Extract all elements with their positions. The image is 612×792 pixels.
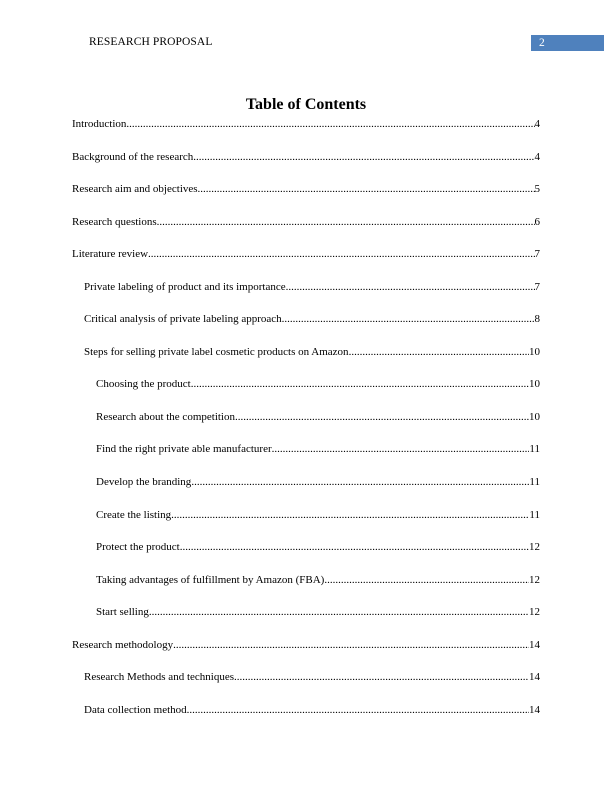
toc-dot-leader xyxy=(157,216,535,228)
toc-entry-introduction[interactable] xyxy=(72,118,540,151)
toc-entry-research-methods[interactable] xyxy=(72,671,540,704)
toc-entry-text: Create the listing xyxy=(96,508,172,521)
toc-entry-private-labeling-importance[interactable] xyxy=(72,281,540,314)
toc-dot-leader xyxy=(148,248,534,260)
toc-entry-page: 12 xyxy=(529,606,540,619)
toc-entry-page: 5 xyxy=(534,183,540,196)
toc-entry-page: 11 xyxy=(529,443,540,456)
toc-entry-text: Start selling xyxy=(96,606,149,619)
toc-entry-page: 11 xyxy=(529,476,540,489)
toc-dot-leader xyxy=(191,476,529,488)
toc-entry-text: Introduction xyxy=(72,118,127,130)
toc-entry-text: Literature review xyxy=(72,248,149,261)
toc-entry-text: Research Methods and techniques xyxy=(84,671,234,684)
page-number-badge xyxy=(531,35,604,51)
running-header-title: RESEARCH PROPOSAL xyxy=(89,36,213,48)
toc-dot-leader xyxy=(286,281,535,293)
toc-entry-create-listing[interactable] xyxy=(72,509,540,542)
toc-dot-leader xyxy=(180,541,529,553)
toc-entry-text: Protect the product xyxy=(96,541,180,554)
toc-entry-background[interactable] xyxy=(72,151,540,184)
toc-dot-leader xyxy=(198,183,535,195)
toc-entry-page: 14 xyxy=(529,671,540,684)
toc-dot-leader xyxy=(193,151,534,163)
toc-dot-leader xyxy=(171,509,529,521)
toc-entry-research-questions[interactable] xyxy=(72,216,540,249)
toc-entry-text: Find the right private able manufacturer xyxy=(96,443,272,456)
toc-entry-page: 14 xyxy=(529,703,540,716)
toc-entry-page: 4 xyxy=(534,118,540,130)
table-of-contents xyxy=(72,118,540,736)
toc-entry-text: Research methodology xyxy=(72,638,174,651)
toc-entry-protect-product[interactable] xyxy=(72,541,540,574)
toc-entry-text: Background of the research xyxy=(72,150,194,163)
toc-dot-leader xyxy=(349,346,529,358)
toc-entry-fba[interactable] xyxy=(72,574,540,607)
toc-entry-research-competition[interactable] xyxy=(72,411,540,444)
toc-entry-page: 14 xyxy=(529,638,540,651)
toc-dot-leader xyxy=(126,118,534,130)
toc-dot-leader xyxy=(235,411,529,423)
toc-entry-page: 10 xyxy=(529,378,540,391)
toc-entry-choosing-product[interactable] xyxy=(72,378,540,411)
toc-entry-page: 4 xyxy=(534,150,540,163)
toc-entry-text: Choosing the product xyxy=(96,378,191,391)
toc-entry-steps-selling[interactable] xyxy=(72,346,540,379)
toc-dot-leader xyxy=(234,671,529,683)
toc-entry-page: 11 xyxy=(529,508,540,521)
toc-entry-page: 7 xyxy=(534,248,540,261)
toc-entry-data-collection[interactable] xyxy=(72,704,540,737)
toc-dot-leader xyxy=(149,606,529,618)
toc-entry-aim-objectives[interactable] xyxy=(72,183,540,216)
toc-entry-page: 12 xyxy=(529,573,540,586)
toc-entry-text: Data collection method xyxy=(84,703,187,716)
toc-entry-page: 8 xyxy=(534,313,540,326)
toc-dot-leader xyxy=(272,443,530,455)
toc-dot-leader xyxy=(187,704,529,716)
toc-entry-find-manufacturer[interactable] xyxy=(72,443,540,476)
toc-entry-text: Taking advantages of fulfillment by Amazon (FBA) xyxy=(96,573,325,586)
toc-entry-develop-branding[interactable] xyxy=(72,476,540,509)
toc-entry-research-methodology[interactable] xyxy=(72,639,540,672)
toc-dot-leader xyxy=(282,313,535,325)
toc-entry-text: Research about the competition xyxy=(96,410,235,423)
toc-entry-literature-review[interactable] xyxy=(72,248,540,281)
toc-entry-start-selling[interactable] xyxy=(72,606,540,639)
toc-entry-page: 10 xyxy=(529,345,540,358)
toc-entry-critical-analysis[interactable] xyxy=(72,313,540,346)
toc-entry-text: Critical analysis of private labeling approach xyxy=(84,313,282,326)
toc-entry-text: Research questions xyxy=(72,215,157,228)
page-number: 2 xyxy=(539,37,545,49)
toc-entry-page: 10 xyxy=(529,410,540,423)
toc-entry-text: Research aim and objectives xyxy=(72,183,198,196)
toc-entry-page: 7 xyxy=(534,280,540,293)
toc-heading: Table of Contents xyxy=(245,96,367,113)
toc-entry-text: Private labeling of product and its importance xyxy=(84,280,286,293)
toc-dot-leader xyxy=(191,378,529,390)
toc-dot-leader xyxy=(173,639,529,651)
toc-entry-page: 12 xyxy=(529,541,540,554)
toc-entry-page: 6 xyxy=(534,215,540,228)
toc-dot-leader xyxy=(324,574,529,586)
toc-entry-text: Develop the branding xyxy=(96,476,192,489)
toc-entry-text: Steps for selling private label cosmetic products on Amazon xyxy=(84,345,349,358)
